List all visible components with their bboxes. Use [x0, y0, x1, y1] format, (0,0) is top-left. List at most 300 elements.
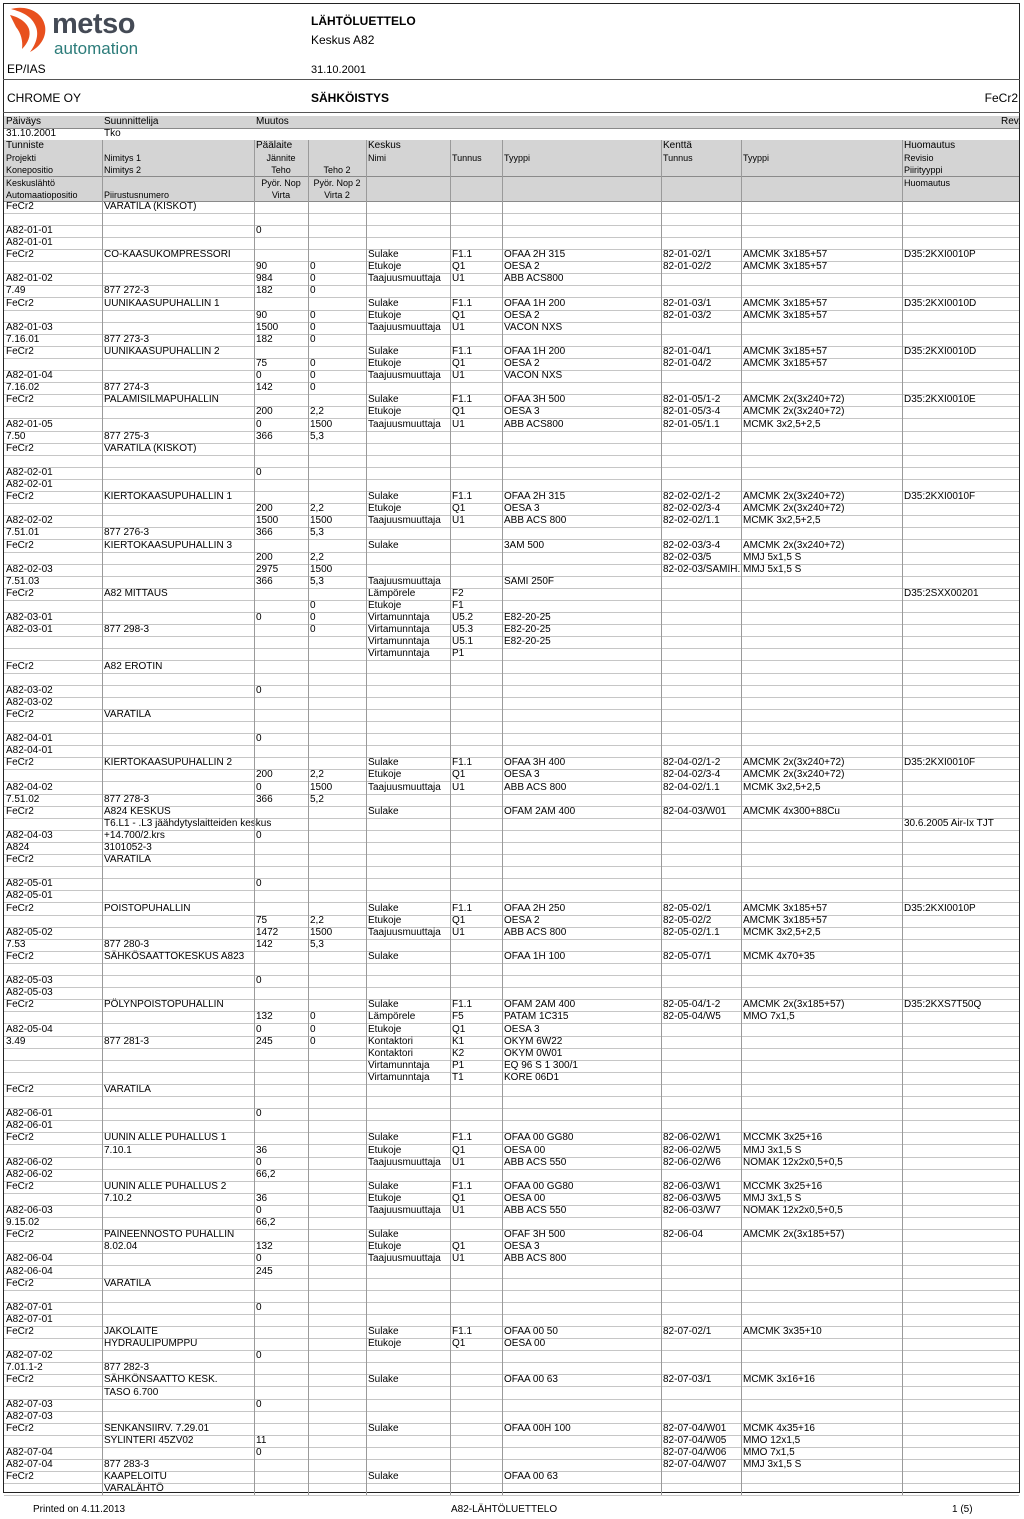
cell-tunniste: A82-05-04 — [6, 1023, 53, 1035]
cell-paalaite-2 — [308, 673, 366, 685]
cell-paalaite-1 — [254, 298, 308, 310]
column-divider — [741, 140, 742, 1495]
cell-kentta-tunnus — [661, 975, 741, 987]
cell-keskus-nimi: Virtamunntaja — [368, 612, 430, 624]
cell-paalaite-2 — [308, 455, 366, 467]
column-header-paalaite-2: Pyör. Nop 2 — [313, 177, 361, 188]
cell-paalaite-2 — [308, 1326, 366, 1338]
cell-nimitys — [102, 890, 254, 902]
cell-huomautus — [902, 697, 1019, 709]
column-divider — [661, 140, 662, 1495]
cell-keskus-tunnus — [450, 576, 502, 588]
cell-paalaite-1 — [254, 1314, 308, 1326]
cell-paalaite-1 — [254, 588, 308, 600]
cell-kentta-tunnus — [661, 1290, 741, 1302]
cell-keskus-nimi — [366, 1169, 450, 1181]
cell-huomautus — [902, 334, 1019, 346]
cell-paalaite-1: 200 — [256, 406, 273, 418]
cell-kentta-tunnus — [661, 334, 741, 346]
cell-paalaite-2 — [308, 987, 366, 999]
cell-kentta-tunnus — [661, 1217, 741, 1229]
cell-huomautus — [902, 673, 1019, 685]
cell-huomautus — [902, 1314, 1019, 1326]
cell-kentta-tyyppi — [741, 1399, 902, 1411]
cell-paalaite-2: 0 — [310, 273, 316, 285]
cell-tunniste — [4, 310, 102, 322]
cell-keskus-nimi — [366, 1217, 450, 1229]
cell-kentta-tyyppi — [741, 745, 902, 757]
cell-keskus-tunnus: F1.1 — [452, 999, 473, 1011]
cell-tunniste: 7.51.01 — [6, 527, 40, 539]
cell-kentta-tyyppi — [741, 1266, 902, 1278]
column-header-kentta-tunnus — [661, 189, 741, 201]
cell-paalaite-2 — [308, 745, 366, 757]
cell-paalaite-2: 0 — [310, 333, 316, 345]
cell-keskus-tunnus: Q1 — [452, 1241, 466, 1253]
cell-tunniste: 7.01.1-2 — [6, 1362, 43, 1374]
cell-keskus-tyyppi: OFAA 00 63 — [504, 1471, 558, 1483]
cell-keskus-tunnus: F2 — [452, 587, 464, 599]
column-header-keskus-tunnus — [450, 177, 502, 189]
cell-kentta-tunnus: 82-02-02/1-2 — [663, 491, 721, 503]
cell-tunniste: FeCr2 — [6, 1229, 34, 1241]
cell-huomautus — [902, 370, 1019, 382]
cell-paalaite-2 — [308, 1314, 366, 1326]
customer-name: CHROME OY — [7, 91, 82, 105]
cell-kentta-tunnus — [661, 939, 741, 951]
cell-kentta-tunnus — [661, 1096, 741, 1108]
cell-nimitys — [102, 1217, 254, 1229]
cell-tunniste: A82-05-03 — [6, 987, 53, 999]
cell-paalaite-1: 36 — [256, 1192, 268, 1204]
column-header-huomautus: Huomautus — [904, 177, 951, 188]
cell-keskus-nimi: Virtamunntaja — [368, 1059, 430, 1071]
cell-keskus-tyyppi: OFAA 1H 100 — [504, 950, 566, 962]
cell-paalaite-2: 0 — [310, 370, 316, 382]
cell-kentta-tunnus — [661, 1241, 741, 1253]
cell-keskus-nimi — [366, 1435, 450, 1447]
column-header-huomautus — [902, 189, 1019, 201]
cell-paalaite-1 — [254, 1338, 308, 1350]
cell-nimitys — [102, 1096, 254, 1108]
cell-keskus-nimi — [366, 1447, 450, 1459]
cell-keskus-nimi — [366, 479, 450, 491]
cell-nimitys — [102, 358, 254, 370]
cell-keskus-tunnus — [450, 201, 502, 213]
cell-tunniste — [4, 1483, 102, 1495]
cell-paalaite-2 — [308, 467, 366, 479]
cell-huomautus — [902, 878, 1019, 890]
cell-keskus-tyyppi: SAMI 250F — [504, 575, 555, 587]
cell-paalaite-1 — [254, 1096, 308, 1108]
cell-paalaite-1 — [254, 1362, 308, 1374]
cell-tunniste: A82-06-01 — [6, 1120, 53, 1132]
cell-nimitys — [102, 987, 254, 999]
cell-keskus-nimi: Etukoje — [368, 406, 402, 418]
info-value: Tko — [104, 128, 121, 140]
cell-keskus-tyyppi — [502, 225, 661, 237]
cell-keskus-tunnus: Q1 — [452, 309, 466, 321]
cell-kentta-tunnus — [661, 273, 741, 285]
column-header-kentta-tunnus: Tunnus — [663, 153, 693, 164]
cell-kentta-tunnus: 82-02-03/SAMIH. — [663, 563, 741, 575]
cell-paalaite-1 — [254, 249, 308, 261]
cell-kentta-tyyppi: MMJ 3x1,5 S — [743, 1459, 802, 1471]
cell-paalaite-1: 90 — [256, 309, 268, 321]
cell-keskus-nimi — [366, 963, 450, 975]
cell-kentta-tyyppi: MCMK 3x2,5+2,5 — [743, 418, 821, 430]
cell-paalaite-2 — [308, 1096, 366, 1108]
cell-paalaite-1 — [254, 1411, 308, 1423]
column-divider — [102, 140, 103, 1495]
cell-kentta-tyyppi: AMCMK 3x185+57 — [743, 309, 828, 321]
cell-kentta-tyyppi: AMCMK 2x(3x240+72) — [743, 769, 845, 781]
cell-keskus-tyyppi: OESA 2 — [504, 309, 540, 321]
cell-paalaite-1: 200 — [256, 503, 273, 515]
column-header-kentta-tunnus — [661, 164, 741, 176]
cell-kentta-tunnus — [661, 842, 741, 854]
cell-paalaite-1 — [254, 479, 308, 491]
column-header-tunniste: Keskuslähtö — [6, 177, 56, 188]
cell-keskus-nimi: Taajuusmuuttaja — [368, 273, 441, 285]
cell-keskus-tyyppi — [502, 709, 661, 721]
column-header-kentta-tyyppi — [741, 164, 902, 176]
cell-tunniste: A82-07-01 — [6, 1313, 53, 1325]
cell-nimitys — [102, 225, 254, 237]
cell-keskus-tyyppi — [502, 685, 661, 697]
cell-keskus-tyyppi — [502, 1169, 661, 1181]
column-divider — [902, 140, 903, 1495]
cell-huomautus — [902, 721, 1019, 733]
cell-keskus-tyyppi: OFAA 3H 400 — [504, 757, 566, 769]
column-header-nimitys — [102, 140, 254, 152]
cell-keskus-tyyppi — [502, 975, 661, 987]
cell-keskus-nimi: Taajuusmuuttaja — [368, 418, 441, 430]
cell-tunniste: A82-07-04 — [6, 1447, 53, 1458]
cell-keskus-tunnus: Q1 — [452, 1192, 466, 1204]
cell-keskus-tyyppi: ABB ACS800 — [504, 273, 564, 285]
cell-keskus-tyyppi — [502, 794, 661, 806]
cell-kentta-tunnus — [661, 1036, 741, 1048]
cell-keskus-tunnus: U1 — [452, 926, 465, 938]
column-divider — [366, 140, 367, 1495]
cell-kentta-tyyppi: AMCMK 3x35+10 — [743, 1326, 822, 1337]
cell-nimitys: KIERTOKAASUPUHALLIN 3 — [104, 539, 233, 551]
cell-paalaite-1 — [254, 1181, 308, 1193]
cell-kentta-tyyppi: AMCMK 3x185+57 — [743, 345, 828, 357]
cell-kentta-tyyppi — [741, 527, 902, 539]
cell-keskus-tunnus: U5.2 — [452, 612, 474, 624]
cell-keskus-tunnus: Q1 — [452, 1023, 466, 1035]
cell-paalaite-2 — [308, 1120, 366, 1132]
cell-huomautus — [902, 733, 1019, 745]
cell-kentta-tyyppi — [741, 1048, 902, 1060]
cell-huomautus — [902, 1072, 1019, 1084]
cell-keskus-nimi — [366, 709, 450, 721]
cell-paalaite-1: 0 — [256, 466, 262, 478]
cell-huomautus — [902, 890, 1019, 902]
cell-paalaite-1: 366 — [256, 793, 273, 805]
cell-tunniste — [4, 721, 102, 733]
cell-tunniste: FeCr2 — [6, 345, 34, 357]
cell-paalaite-2: 0 — [310, 321, 316, 333]
cell-tunniste: A82-05-01 — [6, 878, 53, 890]
cell-huomautus — [902, 1362, 1019, 1374]
cell-tunniste — [4, 1072, 102, 1084]
cell-paalaite-1 — [254, 201, 308, 213]
cell-paalaite-2: 5,3 — [310, 938, 324, 950]
cell-tunniste: A82-01-02 — [6, 273, 53, 285]
cell-tunniste: A82-01-01 — [6, 237, 53, 248]
cell-paalaite-2 — [308, 1387, 366, 1399]
cell-kentta-tyyppi — [741, 890, 902, 902]
cell-keskus-tyyppi — [502, 237, 661, 249]
cell-keskus-tyyppi: OESA 3 — [504, 406, 540, 418]
cell-kentta-tyyppi: AMCMK 2x(3x240+72) — [743, 757, 845, 769]
cell-paalaite-2 — [308, 1048, 366, 1060]
column-header-paalaite-2 — [308, 152, 366, 164]
cell-keskus-nimi — [366, 467, 450, 479]
cell-keskus-tyyppi: OFAA 00H 100 — [504, 1422, 571, 1434]
cell-kentta-tunnus — [661, 818, 741, 830]
cell-huomautus: D35:2KXI0010E — [904, 394, 976, 406]
cell-nimitys: 877 275-3 — [104, 430, 150, 442]
cell-paalaite-1: 142 — [256, 382, 273, 394]
cell-keskus-tunnus — [450, 1411, 502, 1423]
cell-keskus-nimi: Taajuusmuuttaja — [368, 1205, 441, 1216]
cell-kentta-tunnus — [661, 1278, 741, 1290]
cell-paalaite-1: 0 — [256, 1156, 262, 1168]
cell-kentta-tyyppi: MMJ 3x1,5 S — [743, 1192, 802, 1204]
cell-nimitys — [102, 261, 254, 273]
cell-paalaite-2 — [308, 685, 366, 697]
cell-tunniste — [4, 673, 102, 685]
cell-nimitys — [102, 963, 254, 975]
cell-kentta-tunnus — [661, 1108, 741, 1120]
cell-kentta-tunnus: 82-02-03/5 — [663, 551, 712, 563]
cell-kentta-tyyppi — [741, 1084, 902, 1096]
cell-kentta-tunnus: 82-07-03/1 — [663, 1374, 712, 1386]
cell-kentta-tunnus — [661, 685, 741, 697]
cell-paalaite-1 — [254, 394, 308, 406]
cell-keskus-tunnus — [450, 1169, 502, 1181]
cell-keskus-tyyppi: OFAA 00 63 — [504, 1374, 558, 1386]
cell-huomautus — [902, 1217, 1019, 1229]
cell-kentta-tunnus — [661, 636, 741, 648]
cell-huomautus — [902, 1471, 1019, 1483]
cell-paalaite-2: 0 — [310, 1011, 316, 1023]
cell-kentta-tyyppi — [741, 697, 902, 709]
cell-paalaite-2 — [308, 1362, 366, 1374]
cell-kentta-tyyppi — [741, 709, 902, 721]
cell-keskus-nimi: Sulake — [368, 950, 399, 962]
cell-paalaite-2 — [308, 1229, 366, 1241]
cell-paalaite-2 — [308, 1399, 366, 1411]
cell-kentta-tyyppi — [741, 382, 902, 394]
cell-nimitys: UUNIN ALLE PUHALLUS 1 — [104, 1132, 227, 1144]
column-header-nimitys — [102, 177, 254, 189]
cell-kentta-tyyppi — [741, 1253, 902, 1265]
cell-nimitys: VARATILA (KISKOT) — [104, 200, 197, 212]
column-header-keskus-tunnus — [450, 140, 502, 152]
cell-paalaite-2 — [308, 636, 366, 648]
cell-kentta-tunnus: 82-06-03/W5 — [663, 1192, 721, 1204]
cell-tunniste: A82-04-01 — [6, 733, 53, 745]
cell-paalaite-1: 75 — [256, 358, 268, 369]
column-header-keskus-tunnus — [450, 164, 502, 176]
cell-kentta-tyyppi — [741, 1411, 902, 1423]
cell-paalaite-1 — [254, 213, 308, 225]
cell-tunniste: A82-03-02 — [6, 684, 53, 696]
cell-tunniste: FeCr2 — [6, 708, 34, 720]
cell-keskus-tyyppi — [502, 1483, 661, 1495]
cell-keskus-tyyppi — [502, 661, 661, 673]
cell-tunniste: A82-02-03 — [6, 563, 53, 575]
cell-nimitys: 8.02.04 — [104, 1241, 138, 1253]
cell-paalaite-2: 5,3 — [310, 527, 324, 539]
cell-paalaite-2 — [308, 709, 366, 721]
cell-kentta-tyyppi: MCMK 3x2,5+2,5 — [743, 515, 821, 527]
cell-kentta-tyyppi — [741, 685, 902, 697]
cell-paalaite-1 — [254, 1374, 308, 1386]
cell-keskus-tunnus — [450, 479, 502, 491]
metso-logo — [8, 6, 158, 60]
cell-keskus-tyyppi — [502, 1302, 661, 1314]
cell-huomautus — [902, 467, 1019, 479]
cell-keskus-nimi: Taajuusmuuttaja — [368, 1156, 441, 1168]
cell-huomautus — [902, 1374, 1019, 1386]
cell-keskus-nimi: Sulake — [368, 345, 399, 357]
cell-paalaite-2: 2,2 — [310, 406, 324, 418]
cell-tunniste: A82-04-01 — [6, 745, 53, 757]
cell-kentta-tyyppi: AMCMK 3x185+57 — [743, 358, 828, 369]
cell-tunniste: A82-06-04 — [6, 1253, 53, 1265]
cell-huomautus — [902, 709, 1019, 721]
cell-keskus-tunnus — [450, 1399, 502, 1411]
cell-kentta-tyyppi — [741, 1217, 902, 1229]
cell-kentta-tyyppi — [741, 273, 902, 285]
cell-keskus-tunnus — [450, 527, 502, 539]
cell-paalaite-2: 0 — [310, 261, 316, 273]
cell-keskus-tunnus — [450, 467, 502, 479]
cell-keskus-nimi — [366, 818, 450, 830]
cell-huomautus — [902, 1411, 1019, 1423]
cell-keskus-tyyppi — [502, 648, 661, 660]
column-header-tunniste: Automaatiopositio — [6, 189, 78, 200]
cell-nimitys: UUNIKAASUPUHALLIN 2 — [104, 345, 220, 357]
cell-paalaite-2 — [308, 249, 366, 261]
cell-huomautus — [902, 1326, 1019, 1338]
cell-kentta-tyyppi: AMCMK 2x(3x240+72) — [743, 503, 845, 515]
cell-tunniste: A82-03-02 — [6, 696, 53, 708]
cell-paalaite-1: 0 — [256, 370, 262, 382]
cell-paalaite-2 — [308, 1193, 366, 1205]
cell-paalaite-2: 2,2 — [310, 769, 324, 781]
cell-kentta-tyyppi: AMCMK 2x(3x240+72) — [743, 406, 845, 418]
cell-keskus-nimi: Sulake — [368, 1180, 399, 1192]
cell-nimitys: 7.10.2 — [104, 1192, 132, 1204]
cell-keskus-nimi: Taajuusmuuttaja — [368, 370, 441, 382]
cell-kentta-tyyppi — [741, 1338, 902, 1350]
cell-huomautus — [902, 769, 1019, 781]
cell-nimitys: 877 298-3 — [104, 624, 150, 636]
cell-kentta-tyyppi: MMO 12x1,5 — [743, 1434, 801, 1446]
cell-paalaite-2 — [308, 1447, 366, 1459]
cell-nimitys — [102, 455, 254, 467]
cell-paalaite-1: 0 — [256, 224, 262, 236]
cell-paalaite-1: 366 — [256, 575, 273, 587]
cell-kentta-tunnus — [661, 443, 741, 455]
cell-nimitys — [102, 636, 254, 648]
cell-paalaite-2 — [308, 854, 366, 866]
cell-paalaite-1 — [254, 721, 308, 733]
cell-kentta-tunnus — [661, 1362, 741, 1374]
cell-tunniste: FeCr2 — [6, 1180, 34, 1192]
cell-paalaite-1: 1500 — [256, 321, 279, 333]
cell-nimitys — [102, 733, 254, 745]
cell-kentta-tyyppi — [741, 1471, 902, 1483]
cell-keskus-tyyppi: ABB ACS 550 — [504, 1156, 567, 1168]
cell-kentta-tunnus: 82-04-02/1-2 — [663, 757, 721, 769]
cell-paalaite-2: 1500 — [310, 926, 333, 938]
cell-tunniste: FeCr2 — [6, 1471, 34, 1483]
cell-nimitys: KIERTOKAASUPUHALLIN 1 — [104, 491, 233, 503]
cell-keskus-tyyppi: OFAA 2H 315 — [504, 491, 566, 503]
cell-keskus-tyyppi — [502, 600, 661, 612]
cell-nimitys — [102, 1169, 254, 1181]
cell-keskus-tyyppi: ABB ACS 800 — [504, 926, 567, 938]
cell-keskus-tyyppi — [502, 1350, 661, 1362]
cell-huomautus — [902, 1024, 1019, 1036]
cell-tunniste: FeCr2 — [6, 587, 34, 599]
cell-tunniste: FeCr2 — [6, 1422, 34, 1434]
cell-keskus-tyyppi: OFAA 00 50 — [504, 1326, 558, 1337]
cell-keskus-tunnus — [450, 237, 502, 249]
cell-paalaite-1 — [254, 1084, 308, 1096]
cell-paalaite-2 — [308, 491, 366, 503]
cell-keskus-nimi: Sulake — [368, 805, 399, 817]
cell-keskus-nimi: Sulake — [368, 999, 399, 1011]
cell-kentta-tunnus — [661, 721, 741, 733]
cell-kentta-tyyppi: NOMAK 12x2x0,5+0,5 — [743, 1156, 843, 1168]
info-value — [254, 128, 999, 140]
cell-kentta-tunnus — [661, 322, 741, 334]
cell-huomautus — [902, 1157, 1019, 1169]
cell-paalaite-1: 36 — [256, 1144, 268, 1156]
cell-nimitys — [102, 769, 254, 781]
cell-paalaite-1: 245 — [256, 1035, 273, 1047]
cell-keskus-nimi: Sulake — [368, 902, 399, 914]
cell-kentta-tyyppi — [741, 322, 902, 334]
cell-tunniste — [4, 818, 102, 830]
column-header-keskus-tyyppi — [502, 140, 661, 152]
cell-paalaite-2: 1500 — [310, 781, 333, 793]
cell-keskus-tyyppi: OESA 3 — [504, 769, 540, 781]
cell-huomautus — [902, 1266, 1019, 1278]
cell-nimitys — [102, 1399, 254, 1411]
info-value — [999, 128, 1019, 140]
cell-huomautus — [902, 939, 1019, 951]
cell-keskus-tunnus — [450, 951, 502, 963]
cell-paalaite-2 — [308, 1374, 366, 1386]
cell-tunniste: A82-01-03 — [6, 321, 53, 333]
cell-kentta-tunnus — [661, 830, 741, 842]
cell-kentta-tyyppi — [741, 334, 902, 346]
cell-tunniste: A82-03-01 — [6, 612, 53, 624]
cell-huomautus — [902, 576, 1019, 588]
cell-keskus-tyyppi — [502, 1096, 661, 1108]
cell-keskus-tyyppi — [502, 1411, 661, 1423]
